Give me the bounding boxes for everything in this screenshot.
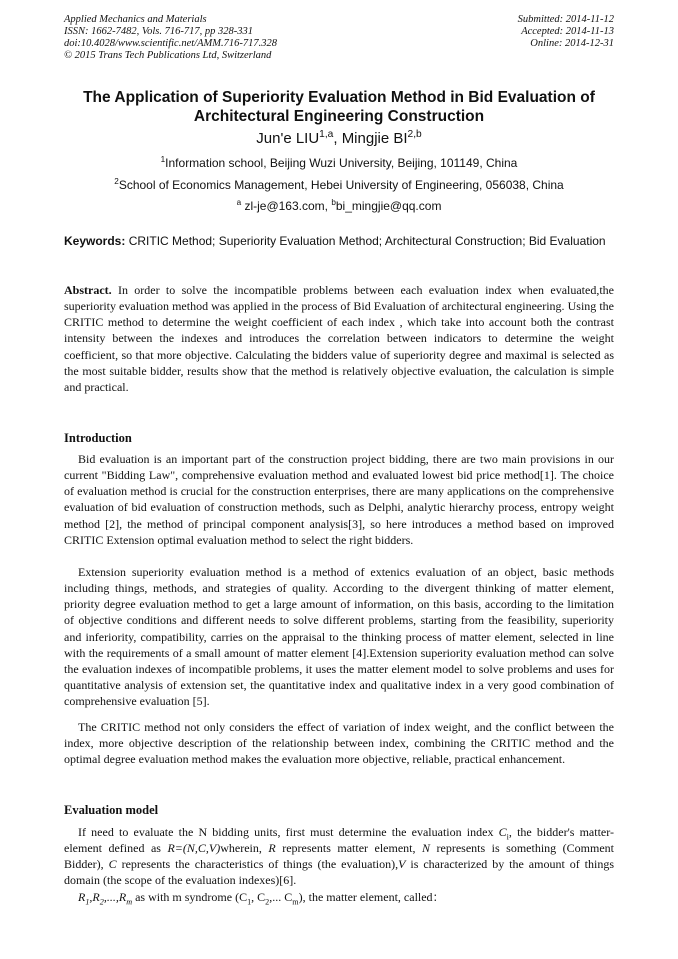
journal-info-left <box>64 14 277 62</box>
intro-paragraph-3: The CRITIC method not only considers the effect of variation of index weight, and the conflict between the index, more objective description of the relationship between index, combining the CRITIC method and the optimal degree evaluation method makes the evaluation more objective, reliable, practical enhancement. <box>64 720 614 767</box>
author-separator: , <box>333 130 342 147</box>
abstract <box>64 282 614 395</box>
eval-p2-text-b: , C <box>251 890 266 904</box>
cm-subscript: m <box>292 897 299 907</box>
keywords-label: Keywords: <box>64 234 126 248</box>
eval-p1-text-f: represents the characteristics of things (the evaluation), <box>116 857 399 872</box>
eval-p1-text-c: wherein, <box>220 841 269 856</box>
journal-doi: doi:10.4028/www.scientific.net/AMM.716-717.328 <box>64 38 277 49</box>
title-line-2: Architectural Engineering Construction <box>193 108 485 125</box>
title-line-1: The Application of Superiority Evaluation Method in Bid Evaluation of <box>83 89 595 106</box>
email-b: bi_mingjie@qq.com <box>335 199 442 213</box>
c1-subscript: 1 <box>247 897 252 907</box>
date-submitted: Submitted: 2014-11-12 <box>517 14 614 25</box>
rm-subscript: m <box>126 897 133 907</box>
eval-p2-text-a: as with m syndrome (C <box>132 890 248 904</box>
eval-p1-text-b: , the bidder's matter-element defined as <box>64 825 614 856</box>
author-emails <box>0 199 678 213</box>
aff1-number: 1 <box>160 155 166 164</box>
date-accepted: Accepted: 2014-11-13 <box>521 26 614 37</box>
symbol-v: V <box>398 857 406 872</box>
email-a-mark: a <box>236 198 242 207</box>
intro-paragraph-1: Bid evaluation is an important part of the construction project bidding, there are two main provisions in our current "Bidding Law", comprehensive evaluation method and evaluated lowest bid price method[1]. The choice of evaluation method is crucial for the construction enterprises, there are many applications on the comprehensive evaluation of bid evaluation of construction methods, such as Delphi, analytic hierarchy process, entropy weight method [2], the method of principal component analysis[3], so here introduces a method based on improved CRITIC Extension optimal evaluation method to select the right bidders. <box>64 452 614 547</box>
email-a: zl-je@163.com, <box>241 199 332 213</box>
intro-paragraph-2: Extension superiority evaluation method is a method of extenics evaluation of an object, basic methods including things, methods, and strategies of quality. According to the divergent thinking of matter element, priority degree evaluation method to get a large amount of information, on this basis, according to the limitation of objective conditions and different needs to solve different problems, starting from the feasibility, superiority and inferiority, compatibility, carries on the appraisal to the thinking process of matter element, selected in line with the requirements of a small amount of matter element [4].Extension superiority evaluation method can solve the evaluation indexes of incompatible problems, it uses the matter element model to solve problems and uses for quantitative analysis of extension set, the quantitative index and qualitative index in a very good combination of comprehensive evaluation [5]. <box>64 565 614 709</box>
author-list <box>0 130 678 147</box>
affiliation-2 <box>0 178 678 192</box>
eval-p1-text-d: represents matter element, <box>275 841 423 856</box>
section-heading-evaluation-model: Evaluation model <box>64 803 159 817</box>
author-1-sup: 1,a <box>319 129 334 140</box>
eval-p1-text-g: is characterized by the amount of things domain (the scope of the evaluation indexes)[6]. <box>64 857 615 888</box>
journal-dates-right <box>518 14 614 50</box>
r1-subscript: 1 <box>85 897 90 907</box>
journal-issn: ISSN: 1662-7482, Vols. 716-717, pp 328-331 <box>64 26 253 37</box>
journal-copyright: © 2015 Trans Tech Publications Ltd, Switzerland <box>64 50 272 61</box>
r-symbol-m: ,...,R <box>103 890 127 904</box>
r2-subscript: 2 <box>99 897 104 907</box>
symbol-n: N <box>422 841 431 856</box>
aff1-text: Information school, Beijing Wuzi University, Beijing, 101149, China <box>165 156 518 170</box>
matter-element-definition: R=(N,C,V) <box>167 841 221 856</box>
author-2-sup: 2,b <box>407 129 422 140</box>
eval-paragraph-2 <box>64 889 614 905</box>
symbol-r-series <box>78 890 133 907</box>
journal-name: Applied Mechanics and Materials <box>64 14 207 25</box>
section-heading-introduction: Introduction <box>64 431 132 445</box>
abstract-text: In order to solve the incompatible problems between each evaluation index when evaluated,the superiority evaluation method was applied in the process of Bid Evaluation of architectural engineering. Using the CRITIC method to determine the weight coefficient of each index , which take into account both the contrast intensity between the indexes and introduces the correlation between indicators to determine the weight coefficient, so that more objective. Calculating the bidders value of superiority degree and maximal is selected as the most suitable bidder, results show that the method is relatively objective evaluation, the calculation is simple and practical. <box>64 283 614 394</box>
date-online: Online: 2014-12-31 <box>530 38 614 49</box>
symbol-c-i-subscript: i <box>506 832 509 842</box>
aff2-number: 2 <box>114 177 119 186</box>
eval-p2-text-c: ,... C <box>269 890 293 904</box>
eval-p1-text-e: represents is something (Comment Bidder), <box>64 841 615 872</box>
author-1: Jun'e LIU <box>256 130 320 147</box>
eval-p1-text-a: If need to evaluate the N bidding units, first must determine the evaluation index <box>78 825 499 839</box>
keywords <box>64 234 614 249</box>
r-symbol-2: ,R <box>89 890 100 904</box>
paper-title <box>40 88 638 126</box>
author-2: Mingjie BI <box>341 130 408 147</box>
email-b-mark: b <box>331 198 336 207</box>
keywords-text: CRITIC Method; Superiority Evaluation Method; Architectural Construction; Bid Evaluation <box>125 234 606 248</box>
symbol-r: R <box>268 841 276 856</box>
eval-p2-text-d: ), the matter element, called： <box>298 890 445 904</box>
aff2-text: School of Economics Management, Hebei University of Engineering, 056038, China <box>118 178 564 192</box>
eval-paragraph-1 <box>64 824 614 889</box>
c2-subscript: 2 <box>265 897 270 907</box>
r-symbol: R <box>78 890 86 904</box>
symbol-c: C <box>108 857 117 872</box>
affiliation-1 <box>0 156 678 170</box>
abstract-label: Abstract. <box>64 283 112 297</box>
symbol-c-i: C <box>498 825 507 839</box>
